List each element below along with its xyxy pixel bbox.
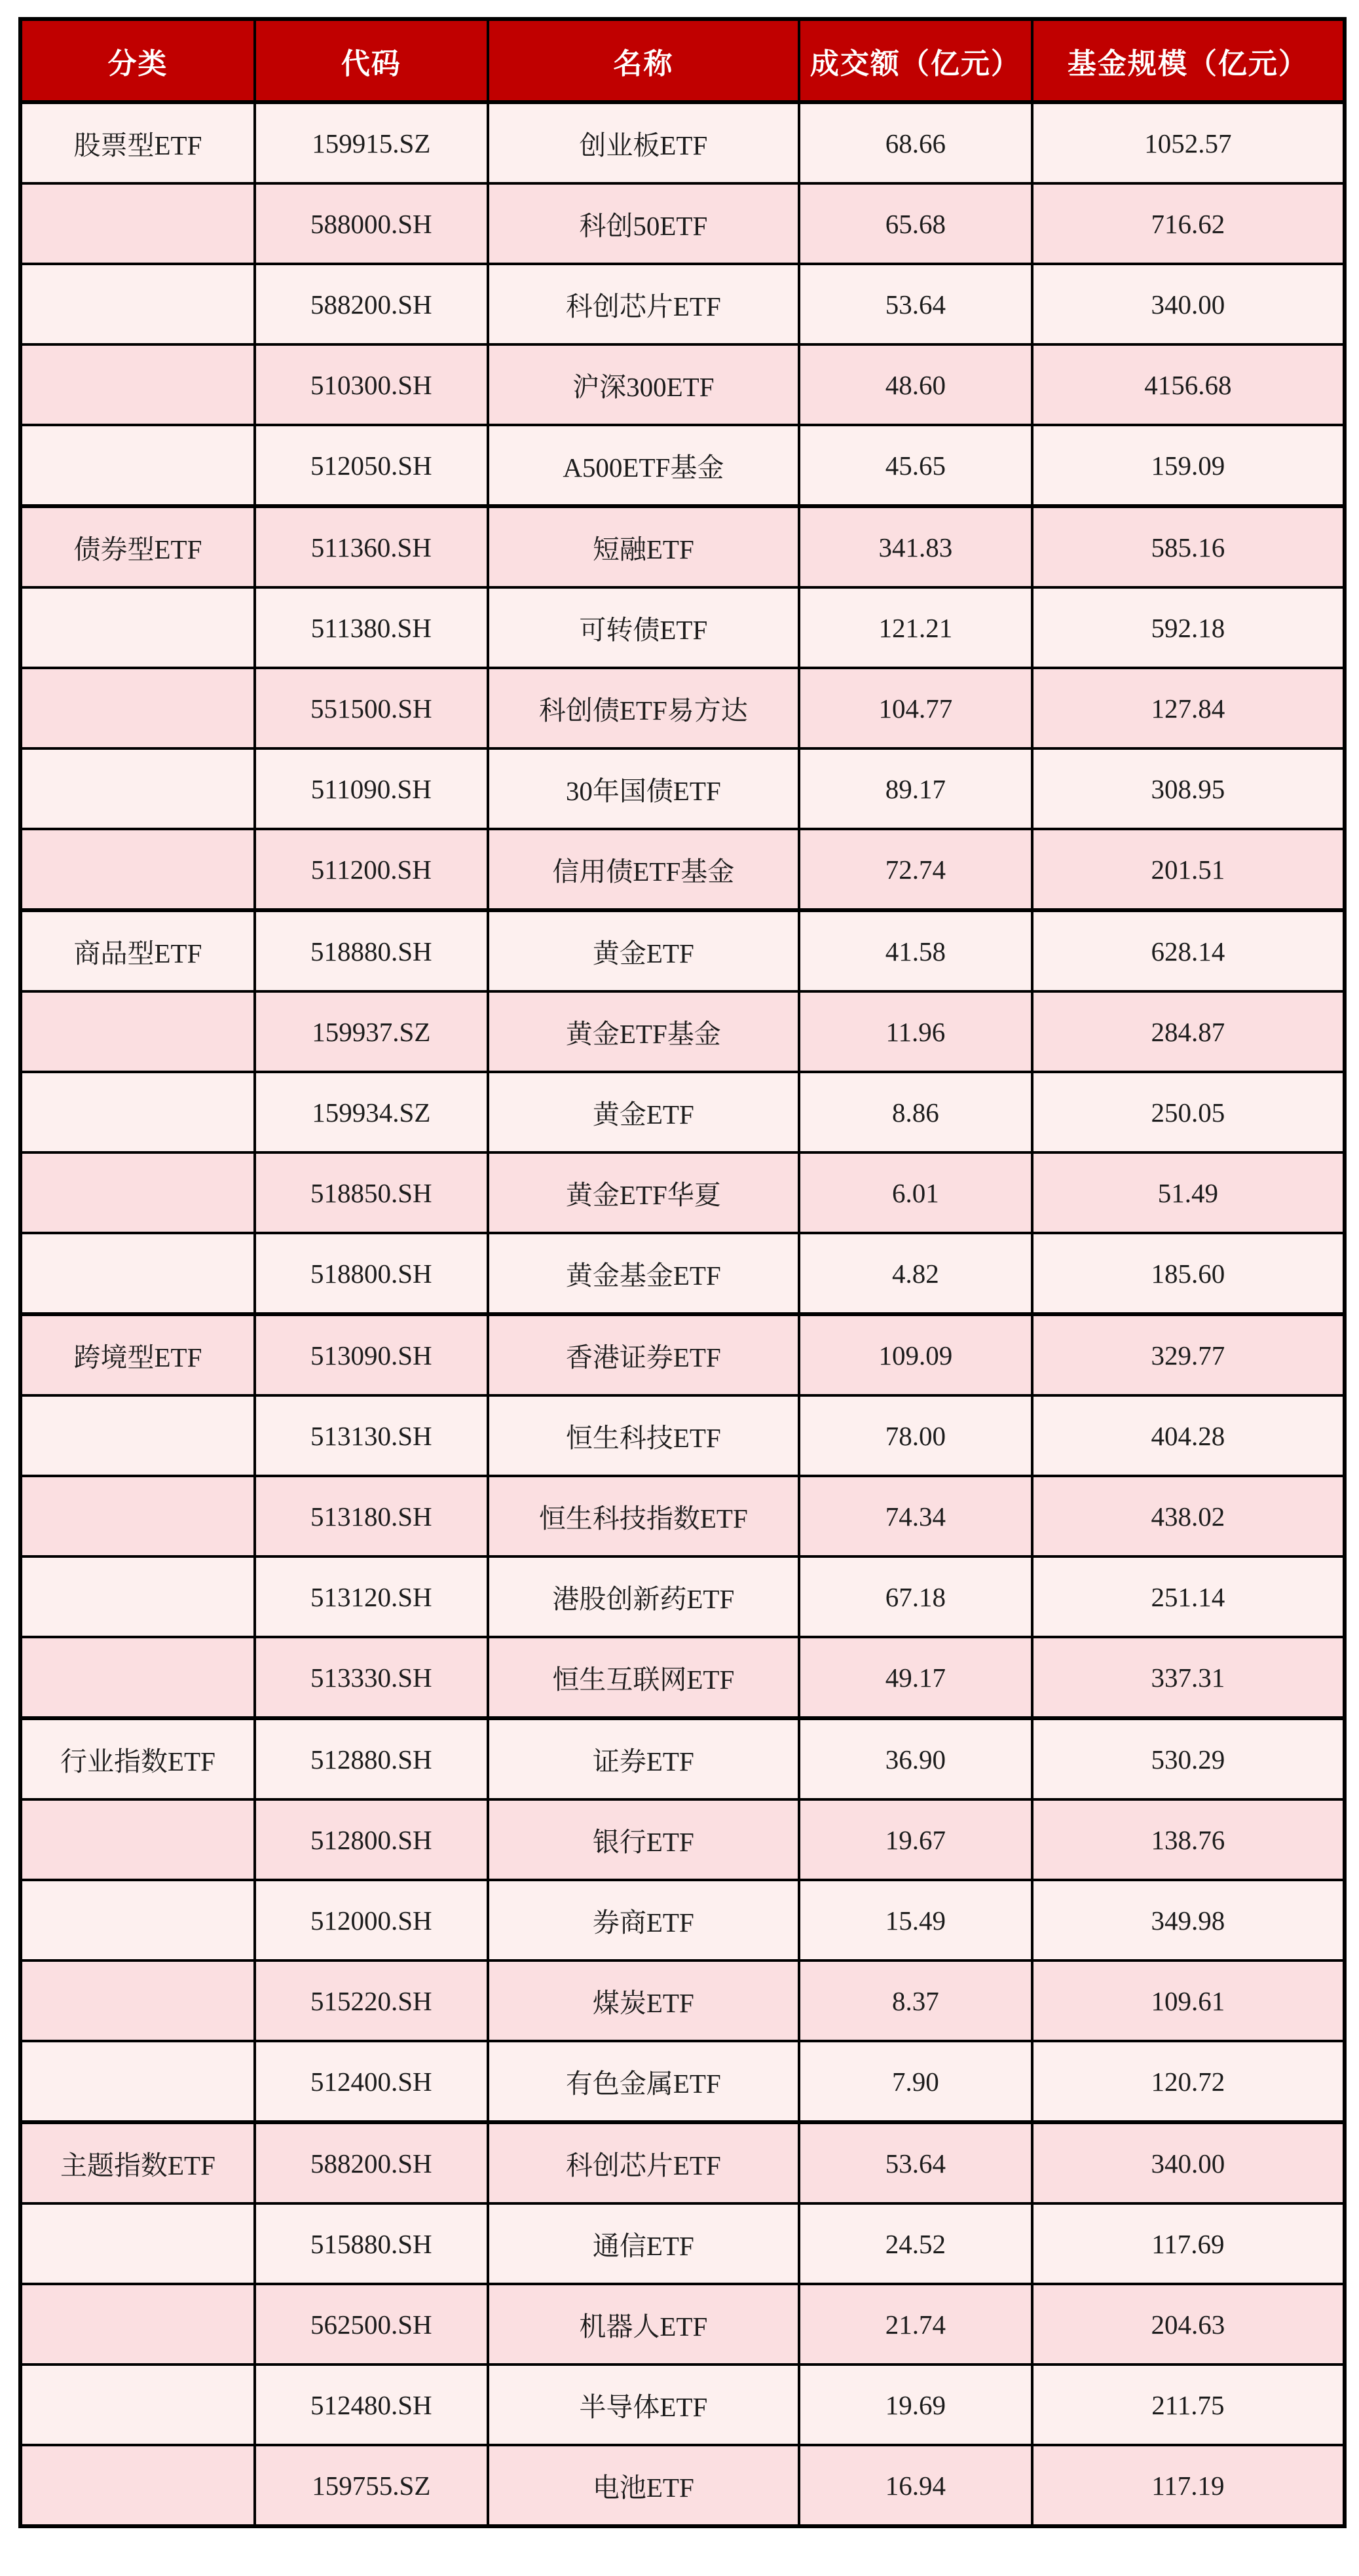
- cell-turnover: 67.18: [799, 1556, 1032, 1637]
- cell-name: 黄金ETF华夏: [488, 1152, 799, 1233]
- cell-turnover: 49.17: [799, 1637, 1032, 1718]
- cell-category: [20, 1476, 255, 1556]
- cell-name: 30年国债ETF: [488, 748, 799, 829]
- table-body: [20, 102, 1345, 2526]
- cell-code: 518800.SH: [255, 1233, 488, 1314]
- cell-scale: 250.05: [1032, 1072, 1345, 1152]
- cell-name: 恒生科技ETF: [488, 1395, 799, 1476]
- cell-turnover: 36.90: [799, 1718, 1032, 1799]
- cell-code: 159937.SZ: [255, 991, 488, 1072]
- cell-category: [20, 1880, 255, 1960]
- cell-code: 513090.SH: [255, 1314, 488, 1395]
- table-row: [20, 668, 1345, 748]
- cell-code: 512880.SH: [255, 1718, 488, 1799]
- cell-category: [20, 2445, 255, 2526]
- cell-turnover: 7.90: [799, 2041, 1032, 2122]
- cell-name: 恒生科技指数ETF: [488, 1476, 799, 1556]
- cell-name: 半导体ETF: [488, 2364, 799, 2445]
- cell-turnover: 74.34: [799, 1476, 1032, 1556]
- cell-code: 159934.SZ: [255, 1072, 488, 1152]
- cell-name: 短融ETF: [488, 506, 799, 587]
- cell-turnover: 4.82: [799, 1233, 1032, 1314]
- cell-turnover: 41.58: [799, 910, 1032, 991]
- cell-turnover: 6.01: [799, 1152, 1032, 1233]
- header-row: [20, 19, 1345, 102]
- table-row: [20, 344, 1345, 425]
- cell-turnover: 121.21: [799, 587, 1032, 668]
- cell-name: 电池ETF: [488, 2445, 799, 2526]
- cell-name: 黄金ETF: [488, 910, 799, 991]
- cell-turnover: 8.37: [799, 1960, 1032, 2041]
- table-row: [20, 1880, 1345, 1960]
- cell-code: 510300.SH: [255, 344, 488, 425]
- cell-scale: 592.18: [1032, 587, 1345, 668]
- cell-category: [20, 344, 255, 425]
- table-row: [20, 1072, 1345, 1152]
- cell-scale: 329.77: [1032, 1314, 1345, 1395]
- cell-scale: 628.14: [1032, 910, 1345, 991]
- cell-turnover: 19.69: [799, 2364, 1032, 2445]
- cell-code: 512800.SH: [255, 1799, 488, 1880]
- cell-code: 511090.SH: [255, 748, 488, 829]
- cell-turnover: 21.74: [799, 2284, 1032, 2364]
- cell-name: 黄金ETF: [488, 1072, 799, 1152]
- cell-category: [20, 587, 255, 668]
- cell-code: 512480.SH: [255, 2364, 488, 2445]
- table-row: [20, 2284, 1345, 2364]
- cell-category: [20, 2364, 255, 2445]
- cell-name: 科创芯片ETF: [488, 264, 799, 344]
- table-row: [20, 264, 1345, 344]
- cell-category: [20, 1556, 255, 1637]
- cell-turnover: 341.83: [799, 506, 1032, 587]
- cell-category: [20, 829, 255, 910]
- cell-category: [20, 1960, 255, 2041]
- cell-scale: 251.14: [1032, 1556, 1345, 1637]
- cell-category: [20, 1637, 255, 1718]
- cell-name: 券商ETF: [488, 1880, 799, 1960]
- cell-code: 511360.SH: [255, 506, 488, 587]
- cell-category: [20, 1233, 255, 1314]
- cell-turnover: 8.86: [799, 1072, 1032, 1152]
- cell-code: 551500.SH: [255, 668, 488, 748]
- cell-scale: 117.19: [1032, 2445, 1345, 2526]
- cell-category: [20, 991, 255, 1072]
- cell-scale: 138.76: [1032, 1799, 1345, 1880]
- cell-code: 588200.SH: [255, 264, 488, 344]
- cell-category: 债券型ETF: [20, 506, 255, 587]
- cell-name: 通信ETF: [488, 2203, 799, 2284]
- cell-category: [20, 748, 255, 829]
- table-row: [20, 2445, 1345, 2526]
- cell-name: 恒生互联网ETF: [488, 1637, 799, 1718]
- table-row: [20, 1556, 1345, 1637]
- cell-code: 515220.SH: [255, 1960, 488, 2041]
- table-row: [20, 829, 1345, 910]
- cell-name: 科创债ETF易方达: [488, 668, 799, 748]
- cell-turnover: 11.96: [799, 991, 1032, 1072]
- cell-scale: 4156.68: [1032, 344, 1345, 425]
- header-cell-code: 代码: [255, 19, 488, 102]
- cell-scale: 127.84: [1032, 668, 1345, 748]
- table-row: [20, 1718, 1345, 1799]
- cell-name: 科创芯片ETF: [488, 2122, 799, 2203]
- cell-scale: 284.87: [1032, 991, 1345, 1072]
- cell-code: 159755.SZ: [255, 2445, 488, 2526]
- table-row: [20, 2122, 1345, 2203]
- cell-category: 商品型ETF: [20, 910, 255, 991]
- table-row: [20, 587, 1345, 668]
- etf-table: [18, 17, 1347, 2528]
- cell-turnover: 53.64: [799, 264, 1032, 344]
- cell-scale: 340.00: [1032, 264, 1345, 344]
- table-row: [20, 991, 1345, 1072]
- cell-turnover: 16.94: [799, 2445, 1032, 2526]
- cell-category: [20, 425, 255, 506]
- cell-category: 主题指数ETF: [20, 2122, 255, 2203]
- cell-scale: 109.61: [1032, 1960, 1345, 2041]
- cell-category: [20, 183, 255, 264]
- table-row: [20, 748, 1345, 829]
- cell-scale: 308.95: [1032, 748, 1345, 829]
- cell-name: 有色金属ETF: [488, 2041, 799, 2122]
- cell-scale: 159.09: [1032, 425, 1345, 506]
- cell-category: [20, 1152, 255, 1233]
- cell-scale: 585.16: [1032, 506, 1345, 587]
- cell-code: 515880.SH: [255, 2203, 488, 2284]
- cell-turnover: 45.65: [799, 425, 1032, 506]
- cell-category: [20, 1799, 255, 1880]
- cell-code: 512000.SH: [255, 1880, 488, 1960]
- cell-scale: 404.28: [1032, 1395, 1345, 1476]
- cell-code: 513180.SH: [255, 1476, 488, 1556]
- cell-code: 588200.SH: [255, 2122, 488, 2203]
- cell-turnover: 78.00: [799, 1395, 1032, 1476]
- cell-scale: 1052.57: [1032, 102, 1345, 183]
- cell-scale: 185.60: [1032, 1233, 1345, 1314]
- header-cell-scale: 基金规模（亿元）: [1032, 19, 1345, 102]
- table-row: [20, 2364, 1345, 2445]
- cell-name: 黄金基金ETF: [488, 1233, 799, 1314]
- table-row: [20, 1395, 1345, 1476]
- cell-code: 513130.SH: [255, 1395, 488, 1476]
- cell-code: 518850.SH: [255, 1152, 488, 1233]
- cell-code: 513330.SH: [255, 1637, 488, 1718]
- cell-scale: 117.69: [1032, 2203, 1345, 2284]
- cell-name: 港股创新药ETF: [488, 1556, 799, 1637]
- table-row: [20, 425, 1345, 506]
- cell-turnover: 72.74: [799, 829, 1032, 910]
- cell-name: 创业板ETF: [488, 102, 799, 183]
- table-row: [20, 1799, 1345, 1880]
- cell-code: 159915.SZ: [255, 102, 488, 183]
- cell-scale: 337.31: [1032, 1637, 1345, 1718]
- table-row: [20, 183, 1345, 264]
- cell-name: A500ETF基金: [488, 425, 799, 506]
- cell-turnover: 109.09: [799, 1314, 1032, 1395]
- table-row: [20, 1476, 1345, 1556]
- table-row: [20, 2203, 1345, 2284]
- cell-scale: 349.98: [1032, 1880, 1345, 1960]
- cell-turnover: 104.77: [799, 668, 1032, 748]
- cell-scale: 51.49: [1032, 1152, 1345, 1233]
- cell-code: 562500.SH: [255, 2284, 488, 2364]
- table-row: [20, 506, 1345, 587]
- cell-name: 煤炭ETF: [488, 1960, 799, 2041]
- cell-name: 沪深300ETF: [488, 344, 799, 425]
- table-header: [20, 19, 1345, 102]
- cell-category: [20, 264, 255, 344]
- cell-code: 588000.SH: [255, 183, 488, 264]
- header-cell-category: 分类: [20, 19, 255, 102]
- cell-name: 科创50ETF: [488, 183, 799, 264]
- cell-category: 股票型ETF: [20, 102, 255, 183]
- cell-category: [20, 1072, 255, 1152]
- cell-scale: 340.00: [1032, 2122, 1345, 2203]
- cell-scale: 201.51: [1032, 829, 1345, 910]
- cell-scale: 120.72: [1032, 2041, 1345, 2122]
- cell-turnover: 48.60: [799, 344, 1032, 425]
- cell-name: 证券ETF: [488, 1718, 799, 1799]
- cell-scale: 530.29: [1032, 1718, 1345, 1799]
- cell-name: 可转债ETF: [488, 587, 799, 668]
- table-row: [20, 910, 1345, 991]
- cell-turnover: 53.64: [799, 2122, 1032, 2203]
- cell-scale: 204.63: [1032, 2284, 1345, 2364]
- table-row: [20, 1314, 1345, 1395]
- cell-name: 信用债ETF基金: [488, 829, 799, 910]
- header-cell-turnover: 成交额（亿元）: [799, 19, 1032, 102]
- table-row: [20, 1152, 1345, 1233]
- cell-category: [20, 1395, 255, 1476]
- table-row: [20, 2041, 1345, 2122]
- cell-code: 511200.SH: [255, 829, 488, 910]
- cell-scale: 438.02: [1032, 1476, 1345, 1556]
- cell-turnover: 65.68: [799, 183, 1032, 264]
- cell-category: [20, 2203, 255, 2284]
- cell-code: 512400.SH: [255, 2041, 488, 2122]
- cell-name: 香港证券ETF: [488, 1314, 799, 1395]
- table-row: [20, 1637, 1345, 1718]
- cell-category: 跨境型ETF: [20, 1314, 255, 1395]
- cell-turnover: 68.66: [799, 102, 1032, 183]
- cell-category: 行业指数ETF: [20, 1718, 255, 1799]
- cell-category: [20, 668, 255, 748]
- cell-code: 512050.SH: [255, 425, 488, 506]
- cell-turnover: 19.67: [799, 1799, 1032, 1880]
- cell-turnover: 15.49: [799, 1880, 1032, 1960]
- cell-name: 黄金ETF基金: [488, 991, 799, 1072]
- table-row: [20, 1960, 1345, 2041]
- cell-category: [20, 2284, 255, 2364]
- cell-category: [20, 2041, 255, 2122]
- cell-turnover: 89.17: [799, 748, 1032, 829]
- header-cell-name: 名称: [488, 19, 799, 102]
- cell-code: 511380.SH: [255, 587, 488, 668]
- cell-name: 银行ETF: [488, 1799, 799, 1880]
- cell-code: 513120.SH: [255, 1556, 488, 1637]
- cell-scale: 716.62: [1032, 183, 1345, 264]
- table-row: [20, 102, 1345, 183]
- cell-name: 机器人ETF: [488, 2284, 799, 2364]
- cell-code: 518880.SH: [255, 910, 488, 991]
- table-row: [20, 1233, 1345, 1314]
- cell-scale: 211.75: [1032, 2364, 1345, 2445]
- cell-turnover: 24.52: [799, 2203, 1032, 2284]
